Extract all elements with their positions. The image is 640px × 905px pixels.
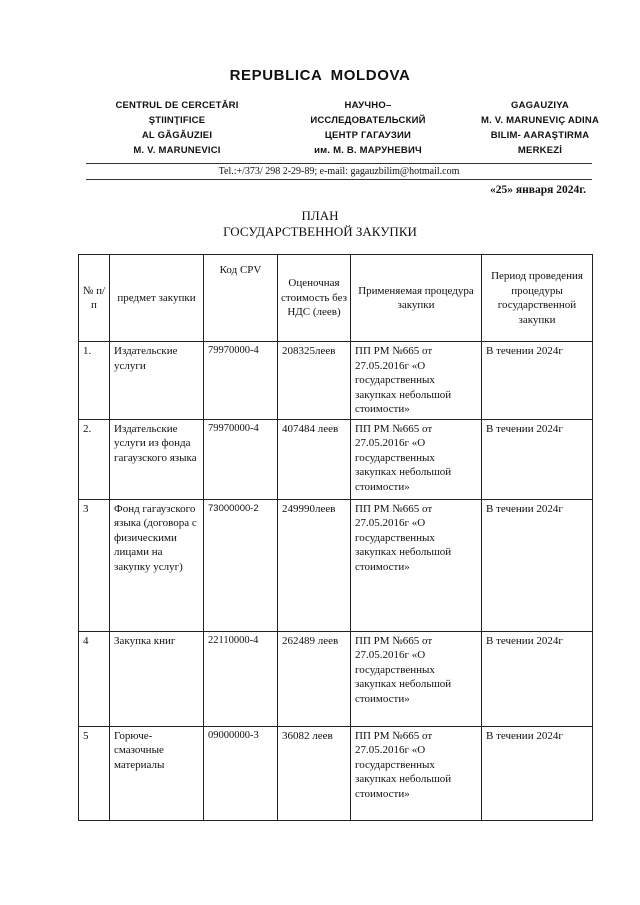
row-cpv-code: 22110000-4 — [204, 631, 278, 726]
row-number: 4 — [79, 631, 110, 726]
row-number: 5 — [79, 726, 110, 820]
row-cost: 36082 леев — [278, 726, 351, 820]
document-date: «25» января 2024г. — [490, 184, 586, 196]
title-line-2: ГОСУДАРСТВЕННОЙ ЗАКУПКИ — [223, 224, 417, 239]
row-period: В течении 2024г — [482, 342, 593, 420]
header-divider-bottom — [86, 179, 592, 180]
row-cpv-code: 79970000-4 — [204, 342, 278, 420]
row-procedure: ПП РМ №665 от 27.05.2016г «О государственных закупках небольшой стоимости» — [351, 499, 482, 631]
institution-line: ŞTIINŢIFICE — [148, 115, 206, 126]
column-header-number: № п/п — [79, 255, 110, 342]
table-header-row — [79, 255, 593, 342]
row-number: 1. — [79, 342, 110, 420]
row-period: В течении 2024г — [482, 726, 593, 820]
institution-name-gagauz — [460, 98, 620, 158]
title-line-1: ПЛАН — [301, 208, 339, 223]
row-cost: 249990леев — [278, 499, 351, 631]
row-cost: 208325леев — [278, 342, 351, 420]
row-cpv-code: 73000000-2 — [204, 499, 278, 631]
institution-name-russian — [278, 98, 458, 158]
country-heading: REPUBLICA MOLDOVA — [229, 67, 411, 84]
institution-line: им. М. В. МАРУНЕВИЧ — [314, 145, 422, 156]
row-subject: Горюче-смазочные материалы — [110, 726, 204, 820]
column-header-cost: Оценочная стоимость без НДС (леев) — [278, 255, 351, 342]
institution-line: ИССЛЕДОВАТЕЛЬСКИЙ — [310, 115, 426, 126]
institution-name-romanian — [92, 98, 262, 158]
header-divider-top — [86, 163, 592, 164]
row-cost: 262489 леев — [278, 631, 351, 726]
column-header-procedure: Применяемая процедура закупки — [351, 255, 482, 342]
institution-line: AL GĂGĂUZIEI — [141, 130, 213, 141]
row-cpv-code: 09000000-3 — [204, 726, 278, 820]
institution-line: M. V. MARUNEVICI — [133, 145, 221, 156]
table-row — [79, 342, 593, 420]
row-subject: Фонд гагаузского языка (договора с физическими лицами на закупку услуг) — [110, 499, 204, 631]
table-row — [79, 419, 593, 499]
column-header-subject: предмет закупки — [110, 255, 204, 342]
contact-line: Tel.:+/373/ 298 2-29-89; e-mail: gagauzbilim@hotmail.com — [218, 166, 460, 177]
row-number: 2. — [79, 419, 110, 499]
row-procedure: ПП РМ №665 от 27.05.2016г «О государственных закупках небольшой стоимости» — [351, 726, 482, 820]
institution-line: ЦЕНТР ГАГАУЗИИ — [324, 130, 412, 141]
institution-line: CENTRUL DE CERCETĂRI — [115, 100, 239, 111]
row-subject: Закупка книг — [110, 631, 204, 726]
table-row — [79, 499, 593, 631]
table-row — [79, 726, 593, 820]
row-procedure: ПП РМ №665 от 27.05.2016г «О государственных закупках небольшой стоимости» — [351, 419, 482, 499]
row-period: В течении 2024г — [482, 631, 593, 726]
table-row — [79, 631, 593, 726]
column-header-period: Период проведения процедуры государственной закупки — [482, 255, 593, 342]
document-title — [0, 208, 640, 240]
institution-line: НАУЧНО– — [344, 100, 392, 111]
institution-line: GAGAUZIYA — [511, 100, 569, 111]
institution-line: BILIM- AARAŞTIRMA — [490, 130, 590, 141]
procurement-table — [78, 254, 593, 821]
row-period: В течении 2024г — [482, 499, 593, 631]
row-cpv-code: 79970000-4 — [204, 419, 278, 499]
row-subject: Издательские услуги из фонда гагаузского языка — [110, 419, 204, 499]
institution-line: MERKEZİ — [517, 145, 563, 156]
column-header-cpv: Код CPV — [204, 255, 278, 342]
institution-line: M. V. MARUNEVIÇ ADINA — [480, 115, 600, 126]
row-number: 3 — [79, 499, 110, 631]
row-procedure: ПП РМ №665 от 27.05.2016г «О государственных закупках небольшой стоимости» — [351, 631, 482, 726]
row-period: В течении 2024г — [482, 419, 593, 499]
row-subject: Издательские услуги — [110, 342, 204, 420]
row-cost: 407484 леев — [278, 419, 351, 499]
row-procedure: ПП РМ №665 от 27.05.2016г «О государственных закупках небольшой стоимости» — [351, 342, 482, 420]
